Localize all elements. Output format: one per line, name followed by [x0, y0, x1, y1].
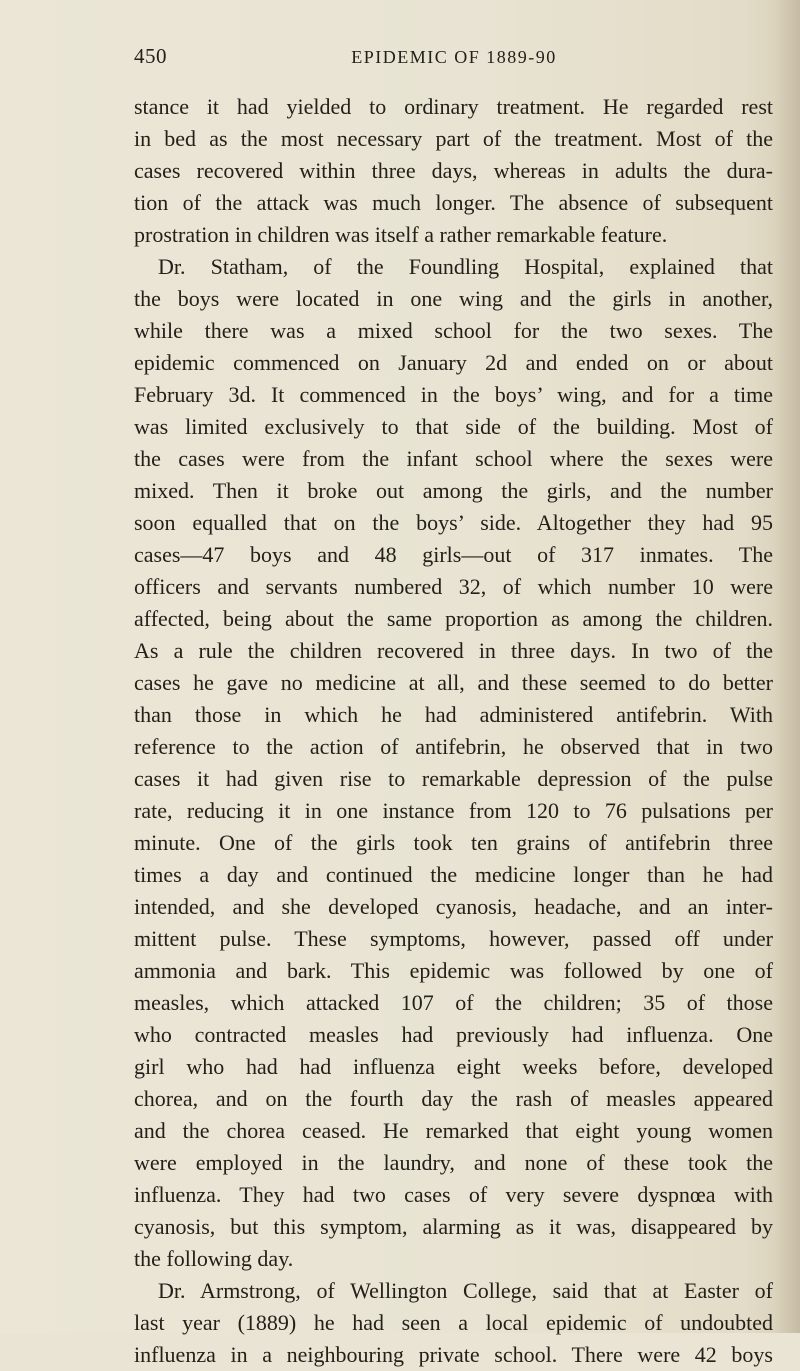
- text-line: minute. One of the girls took ten grains of antifebrin three: [134, 830, 773, 855]
- paragraph-start-line: Dr. Statham, of the Foundling Hospital, explained that: [158, 254, 773, 279]
- running-head: [134, 44, 774, 74]
- text-line: epidemic commenced on January 2d and ended on or about: [134, 350, 773, 375]
- text-line: affected, being about the same proportion as among the children.: [134, 606, 773, 631]
- paragraph-start-line: Dr. Armstrong, of Wellington College, said that at Easter of: [158, 1278, 773, 1303]
- text-line: tion of the attack was much longer. The absence of subsequent: [134, 190, 773, 215]
- text-line: the cases were from the infant school where the sexes were: [134, 446, 773, 471]
- text-line: while there was a mixed school for the two sexes. The: [134, 318, 773, 343]
- text-line: influenza. They had two cases of very severe dyspnœa with: [134, 1182, 773, 1207]
- text-line: February 3d. It commenced in the boys’ wing, and for a time: [134, 382, 773, 407]
- text-line: cases—47 boys and 48 girls—out of 317 inmates. The: [134, 542, 773, 567]
- text-line: cases it had given rise to remarkable depression of the pulse: [134, 766, 773, 791]
- text-line: measles, which attacked 107 of the children; 35 of those: [134, 990, 773, 1015]
- text-line: who contracted measles had previously had influenza. One: [134, 1022, 773, 1047]
- text-line: the following day.: [134, 1246, 294, 1271]
- text-line: chorea, and on the fourth day the rash of measles appeared: [134, 1086, 773, 1111]
- text-line: girl who had had influenza eight weeks before, developed: [134, 1054, 773, 1079]
- text-line: mittent pulse. These symptoms, however, passed off under: [134, 926, 773, 951]
- page-number: 450: [134, 44, 167, 68]
- page-edge-shadow: [774, 0, 800, 1333]
- text-line: influenza in a neighbouring private school. There were 42 boys: [134, 1342, 773, 1367]
- text-line: last year (1889) he had seen a local epidemic of undoubted: [134, 1310, 773, 1335]
- text-line: As a rule the children recovered in three days. In two of the: [134, 638, 773, 663]
- text-line: rate, reducing it in one instance from 120 to 76 pulsations per: [134, 798, 773, 823]
- text-line: in bed as the most necessary part of the treatment. Most of the: [134, 126, 773, 151]
- text-line: were employed in the laundry, and none of these took the: [134, 1150, 773, 1175]
- text-line: mixed. Then it broke out among the girls, and the number: [134, 478, 773, 503]
- text-line: stance it had yielded to ordinary treatment. He regarded rest: [134, 94, 773, 119]
- text-line: times a day and continued the medicine longer than he had: [134, 862, 773, 887]
- text-line: cases recovered within three days, whereas in adults the dura-: [134, 158, 773, 183]
- text-line: soon equalled that on the boys’ side. Altogether they had 95: [134, 510, 773, 535]
- text-line: cyanosis, but this symptom, alarming as it was, disappeared by: [134, 1214, 773, 1239]
- text-line: reference to the action of antifebrin, he observed that in two: [134, 734, 773, 759]
- text-line: than those in which he had administered antifebrin. With: [134, 702, 773, 727]
- text-line: intended, and she developed cyanosis, headache, and an inter-: [134, 894, 773, 919]
- body-text: [134, 91, 773, 1371]
- text-line: the boys were located in one wing and the girls in another,: [134, 286, 773, 311]
- running-title: EPIDEMIC OF 1889-90: [351, 47, 557, 67]
- text-line: cases he gave no medicine at all, and these seemed to do better: [134, 670, 773, 695]
- text-line: ammonia and bark. This epidemic was followed by one of: [134, 958, 773, 983]
- text-line: and the chorea ceased. He remarked that eight young women: [134, 1118, 773, 1143]
- text-line: prostration in children was itself a rather remarkable feature.: [134, 222, 668, 247]
- text-line: was limited exclusively to that side of the building. Most of: [134, 414, 773, 439]
- text-line: officers and servants numbered 32, of which number 10 were: [134, 574, 773, 599]
